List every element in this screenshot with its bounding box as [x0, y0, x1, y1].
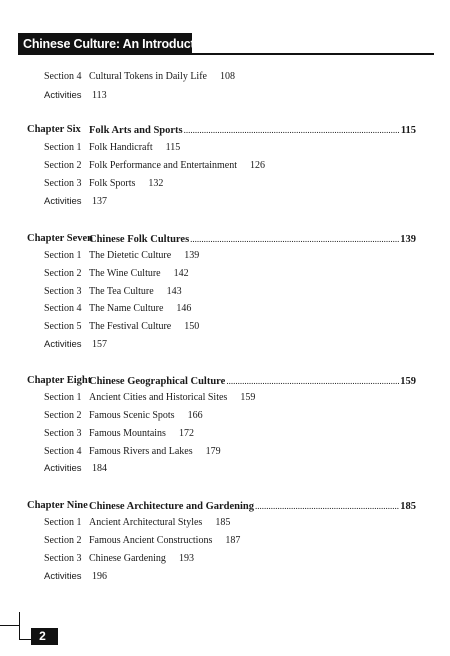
toc-entry[interactable]	[0, 551, 450, 567]
toc-entry-body	[89, 319, 199, 335]
toc-entry-page: 196	[92, 571, 107, 582]
toc-entry[interactable]	[0, 319, 450, 335]
toc-entry-body	[89, 140, 180, 156]
toc-entry-body	[89, 569, 107, 585]
toc-entry-title: The Dietetic Culture	[89, 250, 172, 261]
toc-entry-label: Section 3	[44, 178, 82, 189]
corner-mark	[0, 625, 19, 626]
toc-entry-page: 142	[173, 268, 189, 279]
toc-entry-title: Folk Performance and Entertainment	[89, 160, 238, 171]
toc-chapter-title: Chinese Geographical Culture	[89, 376, 226, 387]
toc-entry-title: Ancient Cities and Historical Sites	[89, 392, 228, 403]
toc-entry-title: Chinese Gardening	[89, 553, 166, 564]
toc-entry-page: 193	[178, 553, 194, 564]
toc-entry-page: 143	[166, 286, 182, 297]
toc-entry-page: 132	[148, 178, 164, 189]
toc-entry-title: The Festival Culture	[89, 321, 172, 332]
toc-entry-body	[89, 194, 107, 210]
toc-entry-title: Famous Ancient Constructions	[89, 535, 213, 546]
toc-entry-body	[89, 444, 221, 460]
toc-entry[interactable]	[0, 140, 450, 156]
toc-entry[interactable]	[0, 88, 450, 104]
dot-leader	[184, 122, 400, 138]
toc-entry-body	[89, 408, 203, 424]
toc-entry-body	[89, 88, 107, 104]
toc-entry-page: 179	[205, 446, 221, 457]
toc-entry-body	[89, 69, 235, 85]
toc-entry-page: 126	[250, 160, 266, 171]
toc-chapter-label: Chapter Eight	[27, 375, 92, 386]
toc-entry[interactable]	[0, 337, 450, 353]
page-number: 2	[39, 629, 46, 643]
toc-entry-title: Ancient Architectural Styles	[89, 517, 203, 528]
toc-entry-page: 184	[92, 463, 107, 474]
toc-entry-page: 172	[178, 428, 194, 439]
toc-entry-body	[89, 176, 163, 192]
toc-entry[interactable]	[0, 569, 450, 585]
toc-entry-body	[89, 337, 107, 353]
toc-entry-page: 157	[92, 339, 107, 350]
toc-chapter-label: Chapter Nine	[27, 500, 88, 511]
toc-entry-title: Cultural Tokens in Daily Life	[89, 71, 207, 82]
toc-entry-label: Section 3	[44, 428, 82, 439]
header-rule	[18, 53, 434, 55]
toc-entry-page: 113	[92, 90, 107, 101]
toc-chapter[interactable]	[0, 498, 450, 514]
toc-entry-label: Section 2	[44, 410, 82, 421]
toc-entry[interactable]	[0, 444, 450, 460]
toc-entry[interactable]	[0, 301, 450, 317]
toc-entry-label: Section 1	[44, 392, 82, 403]
toc-entry[interactable]	[0, 248, 450, 264]
toc-entry-page: 139	[184, 250, 200, 261]
toc-entry-page: 159	[240, 392, 256, 403]
toc-entry-page: 185	[215, 517, 231, 528]
toc-entry-body	[89, 533, 240, 549]
toc-entry-label: Section 4	[44, 446, 82, 457]
toc-chapter-body	[89, 122, 416, 139]
toc-entry-body	[89, 266, 189, 282]
corner-mark-bottom	[19, 639, 31, 640]
toc-chapter[interactable]	[0, 122, 450, 138]
toc-entry-body	[89, 515, 230, 531]
toc-entry-body	[89, 248, 199, 264]
toc-entry-page: 137	[92, 196, 107, 207]
toc-entry-title: Famous Scenic Spots	[89, 410, 175, 421]
toc-entry-label: Section 1	[44, 517, 82, 528]
toc-entry-title: The Wine Culture	[89, 268, 161, 279]
toc-entry-body	[89, 551, 194, 567]
toc-entry-title: Folk Handicraft	[89, 142, 153, 153]
toc-entry-page: 108	[219, 71, 235, 82]
corner-mark-vertical	[19, 612, 20, 640]
toc-entry-label: Section 5	[44, 321, 82, 332]
dot-leader	[226, 373, 399, 389]
toc-entry-label: Activities	[44, 463, 82, 474]
toc-entry-page: 115	[165, 142, 181, 153]
toc-entry[interactable]	[0, 69, 450, 85]
toc-entry-label: Section 2	[44, 160, 82, 171]
toc-entry-body	[89, 158, 265, 174]
toc-entry-label: Section 3	[44, 286, 82, 297]
toc-chapter-page: 159	[400, 376, 416, 387]
toc-chapter-label: Chapter Seven	[27, 233, 94, 244]
toc-chapter-body	[89, 498, 416, 515]
toc-entry-label: Section 4	[44, 303, 82, 314]
toc-entry-body	[89, 426, 194, 442]
toc-entry-label: Section 3	[44, 553, 82, 564]
toc-chapter-body	[89, 231, 416, 248]
toc-chapter-body	[89, 373, 416, 390]
toc-entry-page: 166	[187, 410, 203, 421]
toc-entry-page: 146	[176, 303, 192, 314]
toc-entry-label: Activities	[44, 571, 82, 582]
toc-entry-title: Famous Mountains	[89, 428, 166, 439]
running-header-title: Chinese Culture: An Introduction	[23, 37, 213, 51]
toc-entry-page: 150	[184, 321, 200, 332]
toc-chapter-label: Chapter Six	[27, 124, 81, 135]
toc-entry[interactable]	[0, 266, 450, 282]
toc-entry-title: The Tea Culture	[89, 286, 154, 297]
toc-entry[interactable]	[0, 390, 450, 406]
toc-entry-label: Section 4	[44, 71, 82, 82]
toc-entry[interactable]	[0, 176, 450, 192]
toc-entry[interactable]	[0, 408, 450, 424]
toc-chapter[interactable]	[0, 231, 450, 247]
toc-entry-label: Activities	[44, 90, 82, 101]
toc-chapter-title: Chinese Folk Cultures	[89, 234, 190, 245]
toc-entry[interactable]	[0, 158, 450, 174]
toc-entry[interactable]	[0, 515, 450, 531]
toc-entry-label: Section 1	[44, 250, 82, 261]
toc-chapter-page: 185	[400, 501, 416, 512]
toc-entry-label: Section 2	[44, 535, 82, 546]
toc-entry-title: Folk Sports	[89, 178, 136, 189]
toc-entry-label: Section 1	[44, 142, 82, 153]
toc-entry-body	[89, 390, 255, 406]
toc-entry-body	[89, 461, 107, 477]
toc-entry[interactable]	[0, 194, 450, 210]
toc-chapter[interactable]	[0, 373, 450, 389]
toc-entry-title: The Name Culture	[89, 303, 164, 314]
toc-entry-title: Famous Rivers and Lakes	[89, 446, 193, 457]
toc-chapter-page: 115	[400, 125, 416, 136]
toc-chapter-page: 139	[400, 234, 416, 245]
toc-entry[interactable]	[0, 461, 450, 477]
toc-chapter-title: Chinese Architecture and Gardening	[89, 501, 254, 512]
toc-entry-body	[89, 301, 191, 317]
toc-entry[interactable]	[0, 284, 450, 300]
toc-entry-label: Activities	[44, 196, 82, 207]
toc-entry-label: Activities	[44, 339, 82, 350]
toc-entry-label: Section 2	[44, 268, 82, 279]
toc-entry[interactable]	[0, 426, 450, 442]
toc-entry[interactable]	[0, 533, 450, 549]
toc-entry-page: 187	[225, 535, 241, 546]
dot-leader	[190, 231, 399, 247]
dot-leader	[255, 498, 399, 514]
toc-entry-body	[89, 284, 182, 300]
toc-chapter-title: Folk Arts and Sports	[89, 125, 183, 136]
